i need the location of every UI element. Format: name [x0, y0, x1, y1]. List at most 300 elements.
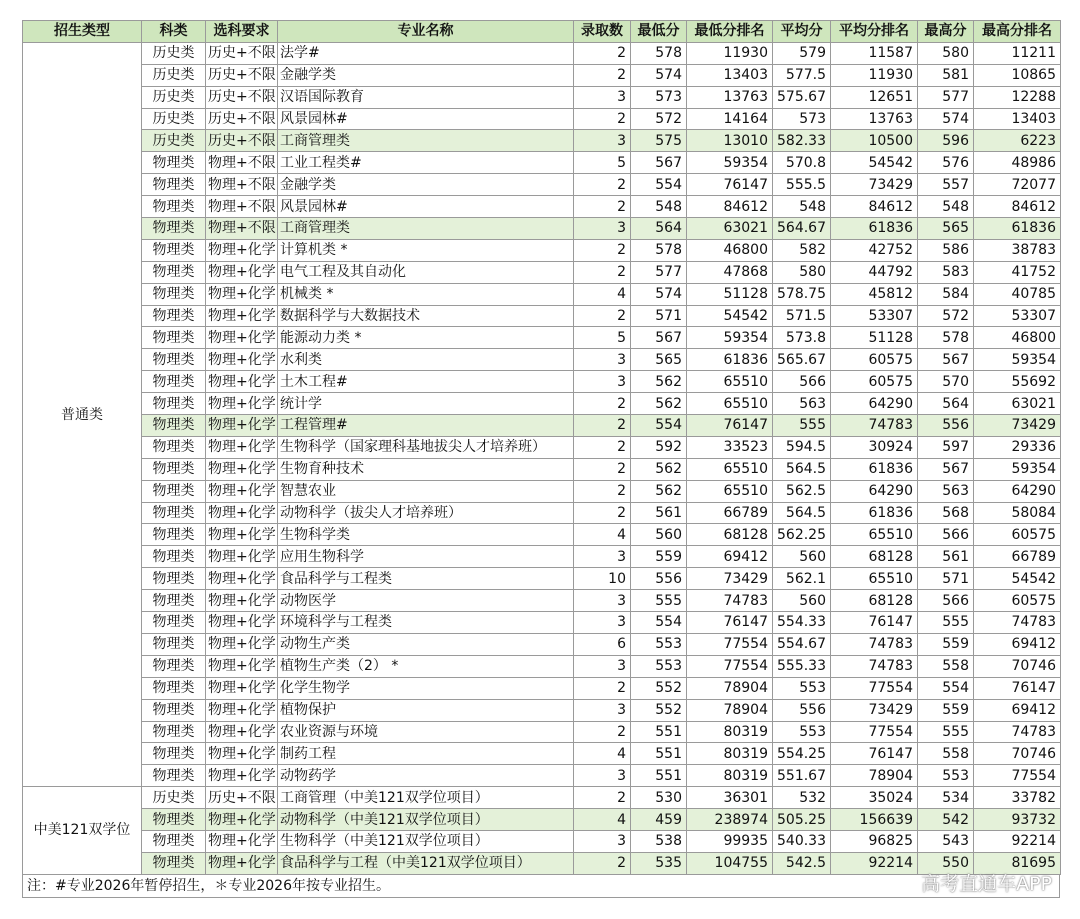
category-cell: 物理类 — [142, 655, 206, 677]
avg-score-rank-cell: 74783 — [831, 655, 918, 677]
table-row — [23, 305, 1061, 327]
min-score-cell: 554 — [631, 174, 687, 196]
avg-score-rank-cell: 73429 — [831, 699, 918, 721]
max-score-cell: 559 — [918, 633, 974, 655]
min-score-rank-cell: 77554 — [687, 633, 773, 655]
major-name-cell: 食品科学与工程（中美121双学位项目） — [278, 852, 574, 874]
admitted-count-cell: 2 — [574, 852, 631, 874]
avg-score-rank-cell: 78904 — [831, 765, 918, 787]
min-score-rank-cell: 77554 — [687, 655, 773, 677]
table-row — [23, 677, 1061, 699]
avg-score-rank-cell: 42752 — [831, 239, 918, 261]
subject-requirement-cell: 物理+化学 — [206, 371, 278, 393]
table-row — [23, 480, 1061, 502]
header-admission-type: 招生类型 — [23, 21, 142, 43]
avg-score-cell: 562.1 — [773, 568, 831, 590]
max-score-rank-cell: 41752 — [974, 261, 1061, 283]
admitted-count-cell: 6 — [574, 633, 631, 655]
max-score-cell: 559 — [918, 699, 974, 721]
admitted-count-cell: 2 — [574, 458, 631, 480]
category-cell: 物理类 — [142, 765, 206, 787]
category-cell: 物理类 — [142, 699, 206, 721]
max-score-rank-cell: 92214 — [974, 830, 1061, 852]
avg-score-cell: 555.5 — [773, 174, 831, 196]
subject-requirement-cell: 物理+化学 — [206, 546, 278, 568]
category-cell: 物理类 — [142, 612, 206, 634]
category-cell: 物理类 — [142, 458, 206, 480]
max-score-cell: 568 — [918, 502, 974, 524]
min-score-rank-cell: 66789 — [687, 502, 773, 524]
max-score-cell: 542 — [918, 809, 974, 831]
avg-score-rank-cell: 65510 — [831, 568, 918, 590]
header-min-score: 最低分 — [631, 21, 687, 43]
subject-requirement-cell: 物理+化学 — [206, 283, 278, 305]
max-score-cell: 556 — [918, 415, 974, 437]
avg-score-cell: 579 — [773, 42, 831, 64]
max-score-rank-cell: 29336 — [974, 436, 1061, 458]
max-score-rank-cell: 77554 — [974, 765, 1061, 787]
max-score-rank-cell: 53307 — [974, 305, 1061, 327]
avg-score-cell: 560 — [773, 546, 831, 568]
min-score-rank-cell: 84612 — [687, 196, 773, 218]
subject-requirement-cell: 物理+化学 — [206, 415, 278, 437]
min-score-rank-cell: 13763 — [687, 86, 773, 108]
avg-score-cell: 575.67 — [773, 86, 831, 108]
avg-score-rank-cell: 45812 — [831, 283, 918, 305]
max-score-rank-cell: 93732 — [974, 809, 1061, 831]
major-name-cell: 统计学 — [278, 393, 574, 415]
min-score-cell: 554 — [631, 415, 687, 437]
table-row — [23, 633, 1061, 655]
min-score-cell: 562 — [631, 458, 687, 480]
table-row — [23, 612, 1061, 634]
admitted-count-cell: 3 — [574, 546, 631, 568]
subject-requirement-cell: 物理+化学 — [206, 633, 278, 655]
header-min-score-rank: 最低分排名 — [687, 21, 773, 43]
category-cell: 历史类 — [142, 130, 206, 152]
subject-requirement-cell: 物理+化学 — [206, 393, 278, 415]
category-cell: 物理类 — [142, 218, 206, 240]
subject-requirement-cell: 物理+化学 — [206, 524, 278, 546]
avg-score-cell: 553 — [773, 721, 831, 743]
max-score-rank-cell: 11211 — [974, 42, 1061, 64]
table-row — [23, 349, 1061, 371]
admitted-count-cell: 3 — [574, 590, 631, 612]
subject-requirement-cell: 物理+化学 — [206, 590, 278, 612]
avg-score-cell: 554.33 — [773, 612, 831, 634]
subject-requirement-cell: 物理+化学 — [206, 458, 278, 480]
admitted-count-cell: 2 — [574, 108, 631, 130]
admission-score-table — [22, 20, 1061, 875]
max-score-cell: 565 — [918, 218, 974, 240]
admitted-count-cell: 2 — [574, 261, 631, 283]
avg-score-rank-cell: 77554 — [831, 677, 918, 699]
avg-score-cell: 573.8 — [773, 327, 831, 349]
max-score-rank-cell: 76147 — [974, 677, 1061, 699]
table-row — [23, 546, 1061, 568]
avg-score-cell: 556 — [773, 699, 831, 721]
major-name-cell: 风景园林# — [278, 108, 574, 130]
table-row — [23, 130, 1061, 152]
major-name-cell: 制药工程 — [278, 743, 574, 765]
min-score-cell: 551 — [631, 721, 687, 743]
category-cell: 物理类 — [142, 524, 206, 546]
subject-requirement-cell: 物理+化学 — [206, 502, 278, 524]
min-score-cell: 556 — [631, 568, 687, 590]
major-name-cell: 风景园林# — [278, 196, 574, 218]
category-cell: 物理类 — [142, 261, 206, 283]
max-score-rank-cell: 40785 — [974, 283, 1061, 305]
subject-requirement-cell: 物理+化学 — [206, 305, 278, 327]
major-name-cell: 动物科学（拔尖人才培养班） — [278, 502, 574, 524]
min-score-rank-cell: 76147 — [687, 415, 773, 437]
min-score-rank-cell: 68128 — [687, 524, 773, 546]
max-score-rank-cell: 54542 — [974, 568, 1061, 590]
avg-score-cell: 555 — [773, 415, 831, 437]
avg-score-rank-cell: 68128 — [831, 546, 918, 568]
max-score-cell: 561 — [918, 546, 974, 568]
major-name-cell: 生物育种技术 — [278, 458, 574, 480]
category-cell: 物理类 — [142, 721, 206, 743]
avg-score-cell: 573 — [773, 108, 831, 130]
max-score-rank-cell: 33782 — [974, 787, 1061, 809]
table-row — [23, 765, 1061, 787]
avg-score-cell: 554.25 — [773, 743, 831, 765]
avg-score-cell: 570.8 — [773, 152, 831, 174]
major-name-cell: 工业工程类# — [278, 152, 574, 174]
max-score-cell: 555 — [918, 612, 974, 634]
category-cell: 历史类 — [142, 787, 206, 809]
min-score-cell: 564 — [631, 218, 687, 240]
table-row — [23, 393, 1061, 415]
header-max-score: 最高分 — [918, 21, 974, 43]
major-name-cell: 食品科学与工程类 — [278, 568, 574, 590]
subject-requirement-cell: 物理+化学 — [206, 765, 278, 787]
min-score-rank-cell: 80319 — [687, 743, 773, 765]
min-score-rank-cell: 104755 — [687, 852, 773, 874]
admitted-count-cell: 3 — [574, 612, 631, 634]
min-score-cell: 562 — [631, 371, 687, 393]
min-score-rank-cell: 76147 — [687, 612, 773, 634]
max-score-cell: 571 — [918, 568, 974, 590]
max-score-rank-cell: 59354 — [974, 349, 1061, 371]
min-score-cell: 567 — [631, 152, 687, 174]
max-score-cell: 558 — [918, 655, 974, 677]
category-cell: 物理类 — [142, 809, 206, 831]
subject-requirement-cell: 物理+化学 — [206, 261, 278, 283]
major-name-cell: 植物生产类（2） * — [278, 655, 574, 677]
admission-type-cell: 中美121双学位 — [23, 787, 142, 875]
subject-requirement-cell: 物理+化学 — [206, 349, 278, 371]
major-name-cell: 应用生物科学 — [278, 546, 574, 568]
max-score-cell: 584 — [918, 283, 974, 305]
avg-score-rank-cell: 61836 — [831, 502, 918, 524]
table-row — [23, 174, 1061, 196]
avg-score-cell: 582.33 — [773, 130, 831, 152]
min-score-cell: 551 — [631, 743, 687, 765]
subject-requirement-cell: 历史+不限 — [206, 42, 278, 64]
min-score-rank-cell: 54542 — [687, 305, 773, 327]
avg-score-rank-cell: 53307 — [831, 305, 918, 327]
subject-requirement-cell: 历史+不限 — [206, 86, 278, 108]
header-avg-score: 平均分 — [773, 21, 831, 43]
min-score-cell: 575 — [631, 130, 687, 152]
min-score-rank-cell: 74783 — [687, 590, 773, 612]
table-row — [23, 787, 1061, 809]
admitted-count-cell: 4 — [574, 809, 631, 831]
avg-score-rank-cell: 96825 — [831, 830, 918, 852]
min-score-cell: 548 — [631, 196, 687, 218]
major-name-cell: 金融学类 — [278, 64, 574, 86]
max-score-cell: 553 — [918, 765, 974, 787]
admitted-count-cell: 2 — [574, 502, 631, 524]
min-score-cell: 535 — [631, 852, 687, 874]
admitted-count-cell: 2 — [574, 677, 631, 699]
header-subject-requirement: 选科要求 — [206, 21, 278, 43]
min-score-cell: 574 — [631, 283, 687, 305]
min-score-rank-cell: 65510 — [687, 371, 773, 393]
avg-score-cell: 505.25 — [773, 809, 831, 831]
min-score-cell: 538 — [631, 830, 687, 852]
category-cell: 物理类 — [142, 568, 206, 590]
major-name-cell: 动物医学 — [278, 590, 574, 612]
table-row — [23, 239, 1061, 261]
category-cell: 物理类 — [142, 327, 206, 349]
min-score-rank-cell: 47868 — [687, 261, 773, 283]
admitted-count-cell: 2 — [574, 305, 631, 327]
max-score-cell: 574 — [918, 108, 974, 130]
table-row — [23, 42, 1061, 64]
admitted-count-cell: 3 — [574, 830, 631, 852]
major-name-cell: 生物科学（中美121双学位项目） — [278, 830, 574, 852]
max-score-cell: 596 — [918, 130, 974, 152]
major-name-cell: 法学# — [278, 42, 574, 64]
avg-score-cell: 553 — [773, 677, 831, 699]
max-score-rank-cell: 12288 — [974, 86, 1061, 108]
max-score-cell: 576 — [918, 152, 974, 174]
max-score-rank-cell: 60575 — [974, 590, 1061, 612]
min-score-rank-cell: 11930 — [687, 42, 773, 64]
max-score-rank-cell: 13403 — [974, 108, 1061, 130]
admitted-count-cell: 3 — [574, 130, 631, 152]
admitted-count-cell: 4 — [574, 743, 631, 765]
max-score-cell: 572 — [918, 305, 974, 327]
avg-score-cell: 578.75 — [773, 283, 831, 305]
avg-score-cell: 548 — [773, 196, 831, 218]
avg-score-rank-cell: 11930 — [831, 64, 918, 86]
category-cell: 物理类 — [142, 480, 206, 502]
header-row — [23, 21, 1061, 43]
major-name-cell: 农业资源与环境 — [278, 721, 574, 743]
category-cell: 物理类 — [142, 590, 206, 612]
min-score-rank-cell: 59354 — [687, 327, 773, 349]
avg-score-rank-cell: 30924 — [831, 436, 918, 458]
table-row — [23, 458, 1061, 480]
max-score-rank-cell: 70746 — [974, 743, 1061, 765]
min-score-rank-cell: 65510 — [687, 458, 773, 480]
avg-score-rank-cell: 74783 — [831, 633, 918, 655]
table-row — [23, 261, 1061, 283]
category-cell: 物理类 — [142, 174, 206, 196]
admitted-count-cell: 3 — [574, 218, 631, 240]
subject-requirement-cell: 历史+不限 — [206, 64, 278, 86]
min-score-cell: 553 — [631, 633, 687, 655]
subject-requirement-cell: 历史+不限 — [206, 787, 278, 809]
subject-requirement-cell: 物理+化学 — [206, 677, 278, 699]
admitted-count-cell: 2 — [574, 174, 631, 196]
avg-score-rank-cell: 76147 — [831, 612, 918, 634]
category-cell: 物理类 — [142, 283, 206, 305]
min-score-rank-cell: 69412 — [687, 546, 773, 568]
category-cell: 物理类 — [142, 743, 206, 765]
min-score-cell: 555 — [631, 590, 687, 612]
min-score-cell: 562 — [631, 480, 687, 502]
footnote: 注：#专业2026年暂停招生，＊专业2026年按专业招生。 — [22, 875, 1060, 898]
avg-score-rank-cell: 61836 — [831, 458, 918, 480]
category-cell: 历史类 — [142, 42, 206, 64]
avg-score-rank-cell: 60575 — [831, 371, 918, 393]
category-cell: 物理类 — [142, 633, 206, 655]
major-name-cell: 动物药学 — [278, 765, 574, 787]
min-score-cell: 459 — [631, 809, 687, 831]
avg-score-rank-cell: 12651 — [831, 86, 918, 108]
avg-score-rank-cell: 60575 — [831, 349, 918, 371]
admitted-count-cell: 2 — [574, 721, 631, 743]
min-score-cell: 559 — [631, 546, 687, 568]
max-score-rank-cell: 55692 — [974, 371, 1061, 393]
min-score-rank-cell: 99935 — [687, 830, 773, 852]
min-score-rank-cell: 46800 — [687, 239, 773, 261]
admitted-count-cell: 4 — [574, 283, 631, 305]
table-row — [23, 743, 1061, 765]
subject-requirement-cell: 物理+化学 — [206, 852, 278, 874]
min-score-cell: 551 — [631, 765, 687, 787]
category-cell: 物理类 — [142, 196, 206, 218]
table-row — [23, 852, 1061, 874]
min-score-rank-cell: 14164 — [687, 108, 773, 130]
min-score-rank-cell: 36301 — [687, 787, 773, 809]
category-cell: 物理类 — [142, 393, 206, 415]
min-score-rank-cell: 65510 — [687, 393, 773, 415]
max-score-cell: 580 — [918, 42, 974, 64]
admitted-count-cell: 5 — [574, 152, 631, 174]
admitted-count-cell: 3 — [574, 86, 631, 108]
table-row — [23, 371, 1061, 393]
max-score-cell: 564 — [918, 393, 974, 415]
avg-score-cell: 564.5 — [773, 502, 831, 524]
avg-score-rank-cell: 156639 — [831, 809, 918, 831]
category-cell: 物理类 — [142, 502, 206, 524]
max-score-cell: 577 — [918, 86, 974, 108]
max-score-rank-cell: 10865 — [974, 64, 1061, 86]
max-score-cell: 554 — [918, 677, 974, 699]
subject-requirement-cell: 物理+化学 — [206, 830, 278, 852]
avg-score-cell: 563 — [773, 393, 831, 415]
subject-requirement-cell: 物理+化学 — [206, 721, 278, 743]
min-score-cell: 578 — [631, 239, 687, 261]
avg-score-rank-cell: 10500 — [831, 130, 918, 152]
subject-requirement-cell: 历史+不限 — [206, 108, 278, 130]
max-score-cell: 548 — [918, 196, 974, 218]
avg-score-rank-cell: 64290 — [831, 393, 918, 415]
major-name-cell: 水利类 — [278, 349, 574, 371]
category-cell: 历史类 — [142, 108, 206, 130]
category-cell: 物理类 — [142, 677, 206, 699]
avg-score-rank-cell: 68128 — [831, 590, 918, 612]
subject-requirement-cell: 物理+化学 — [206, 699, 278, 721]
max-score-rank-cell: 84612 — [974, 196, 1061, 218]
avg-score-rank-cell: 11587 — [831, 42, 918, 64]
min-score-cell: 560 — [631, 524, 687, 546]
admitted-count-cell: 3 — [574, 699, 631, 721]
min-score-rank-cell: 78904 — [687, 699, 773, 721]
avg-score-cell: 594.5 — [773, 436, 831, 458]
table-row — [23, 415, 1061, 437]
admitted-count-cell: 2 — [574, 64, 631, 86]
table-row — [23, 196, 1061, 218]
avg-score-rank-cell: 73429 — [831, 174, 918, 196]
min-score-cell: 562 — [631, 393, 687, 415]
min-score-rank-cell: 65510 — [687, 480, 773, 502]
subject-requirement-cell: 物理+化学 — [206, 436, 278, 458]
avg-score-cell: 564.5 — [773, 458, 831, 480]
header-avg-score-rank: 平均分排名 — [831, 21, 918, 43]
avg-score-cell: 532 — [773, 787, 831, 809]
max-score-cell: 583 — [918, 261, 974, 283]
min-score-cell: 571 — [631, 305, 687, 327]
avg-score-cell: 540.33 — [773, 830, 831, 852]
max-score-rank-cell: 6223 — [974, 130, 1061, 152]
avg-score-cell: 582 — [773, 239, 831, 261]
max-score-rank-cell: 46800 — [974, 327, 1061, 349]
category-cell: 历史类 — [142, 64, 206, 86]
max-score-cell: 567 — [918, 458, 974, 480]
avg-score-cell: 571.5 — [773, 305, 831, 327]
avg-score-rank-cell: 77554 — [831, 721, 918, 743]
admitted-count-cell: 2 — [574, 42, 631, 64]
min-score-rank-cell: 76147 — [687, 174, 773, 196]
max-score-rank-cell: 58084 — [974, 502, 1061, 524]
table-row — [23, 502, 1061, 524]
min-score-rank-cell: 80319 — [687, 765, 773, 787]
table-row — [23, 436, 1061, 458]
subject-requirement-cell: 历史+不限 — [206, 130, 278, 152]
major-name-cell: 土木工程# — [278, 371, 574, 393]
max-score-cell: 570 — [918, 371, 974, 393]
category-cell: 物理类 — [142, 546, 206, 568]
major-name-cell: 生物科学（国家理科基地拔尖人才培养班） — [278, 436, 574, 458]
max-score-cell: 543 — [918, 830, 974, 852]
admission-table-container — [22, 20, 1060, 875]
table-row — [23, 218, 1061, 240]
major-name-cell: 环境科学与工程类 — [278, 612, 574, 634]
subject-requirement-cell: 物理+不限 — [206, 196, 278, 218]
min-score-rank-cell: 63021 — [687, 218, 773, 240]
max-score-rank-cell: 64290 — [974, 480, 1061, 502]
header-max-score-rank: 最高分排名 — [974, 21, 1061, 43]
max-score-cell: 557 — [918, 174, 974, 196]
max-score-rank-cell: 81695 — [974, 852, 1061, 874]
table-row — [23, 699, 1061, 721]
max-score-rank-cell: 61836 — [974, 218, 1061, 240]
admitted-count-cell: 5 — [574, 327, 631, 349]
max-score-rank-cell: 66789 — [974, 546, 1061, 568]
min-score-cell: 553 — [631, 655, 687, 677]
avg-score-rank-cell: 13763 — [831, 108, 918, 130]
major-name-cell: 机械类 * — [278, 283, 574, 305]
category-cell: 历史类 — [142, 86, 206, 108]
avg-score-rank-cell: 51128 — [831, 327, 918, 349]
